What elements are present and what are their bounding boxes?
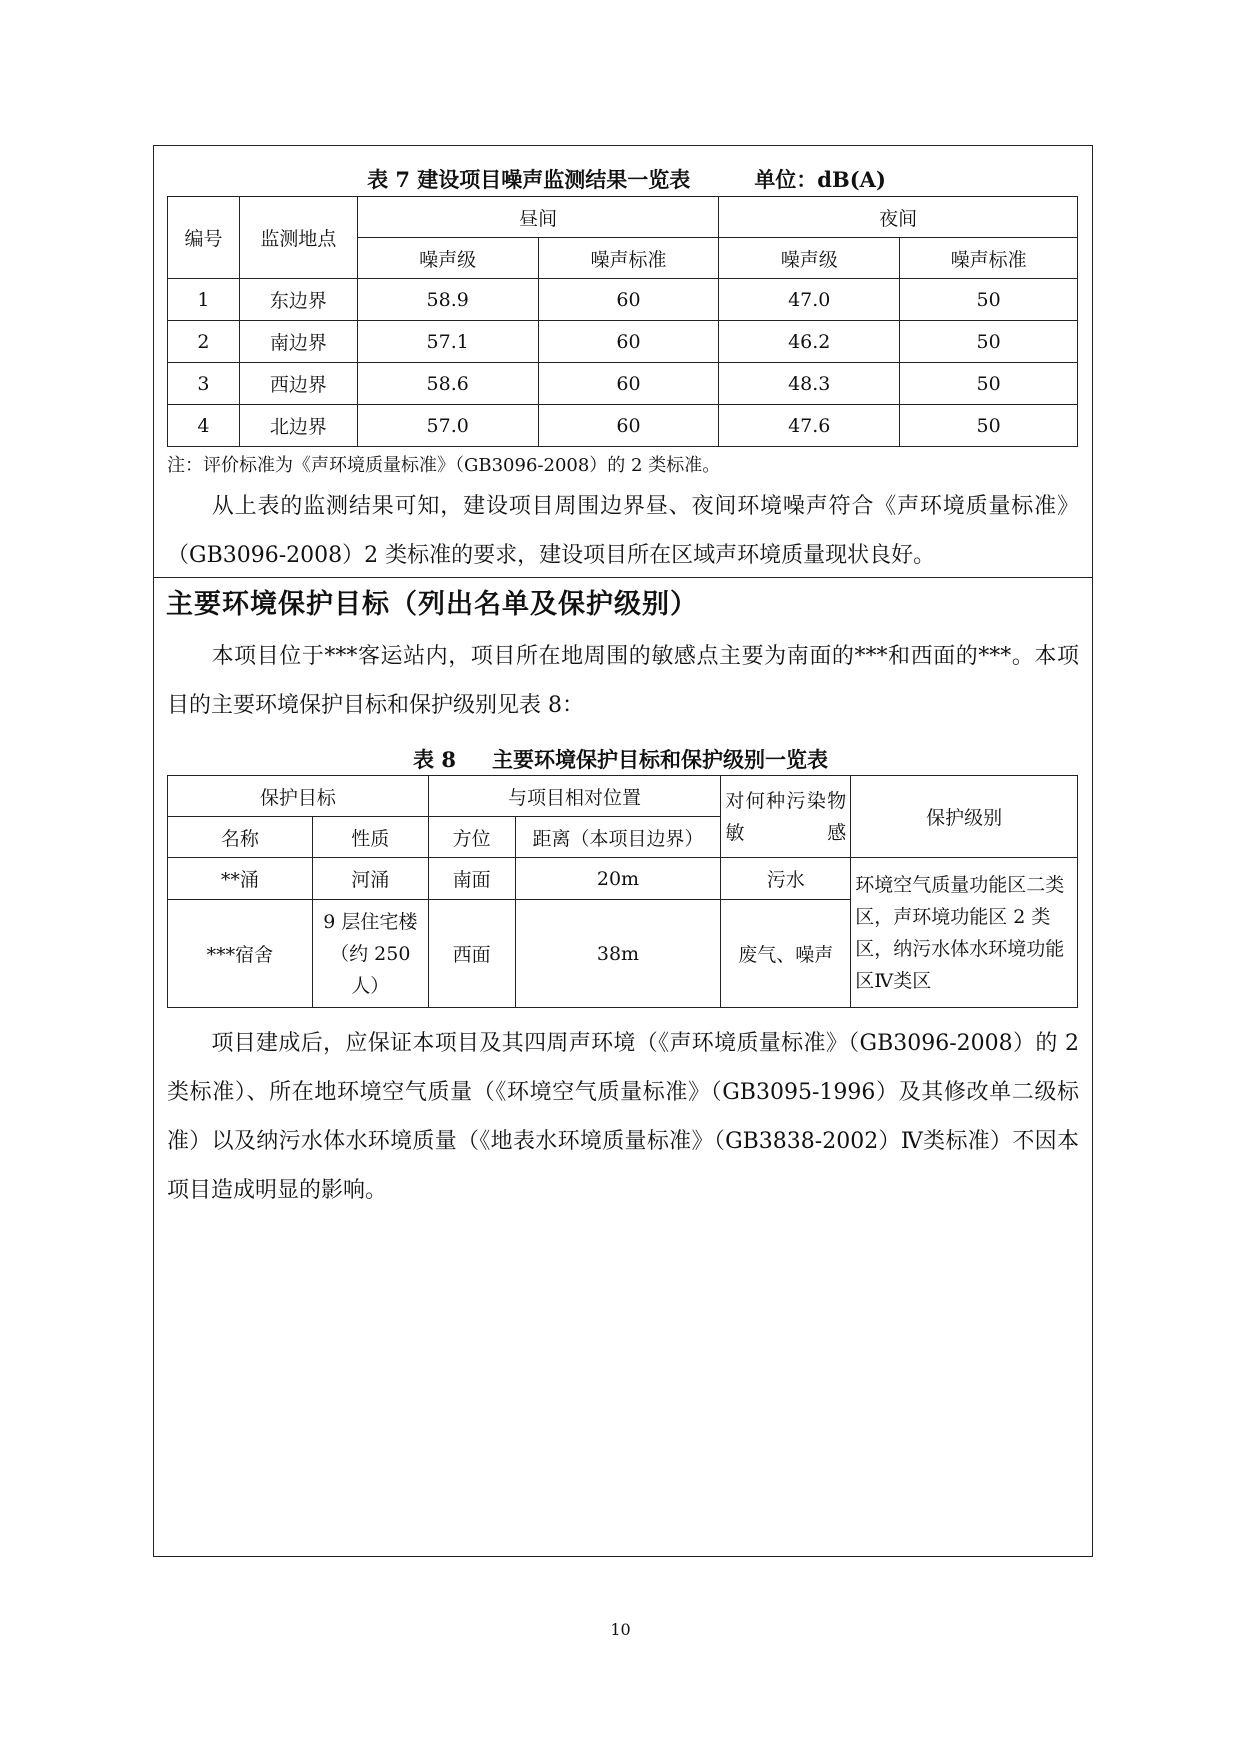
header-direction: 方位 <box>428 817 515 858</box>
cell-sensitivity: 污水 <box>721 858 851 900</box>
table-row <box>168 363 1078 405</box>
protection-requirement-paragraph <box>167 1019 1079 1215</box>
cell-name: **涌 <box>168 858 313 900</box>
cell-night-level: 47.6 <box>719 405 900 447</box>
cell-night-level: 46.2 <box>719 321 900 363</box>
header-day-level: 噪声级 <box>357 238 538 279</box>
header-relative-position: 与项目相对位置 <box>428 776 721 817</box>
table7-caption <box>0 164 1241 194</box>
table7-unit: 单位：dB(A) <box>754 167 886 192</box>
header-distance: 距离（本项目边界） <box>515 817 721 858</box>
cell-no: 2 <box>168 321 240 363</box>
table-row <box>168 279 1078 321</box>
header-night-standard: 噪声标准 <box>900 238 1078 279</box>
header-protection-level: 保护级别 <box>851 776 1078 858</box>
cell-no: 1 <box>168 279 240 321</box>
cell-day-level: 58.9 <box>357 279 538 321</box>
cell-night-level: 48.3 <box>719 363 900 405</box>
cell-day-standard: 60 <box>538 321 719 363</box>
cell-day-level: 57.1 <box>357 321 538 363</box>
cell-location: 西边界 <box>239 363 357 405</box>
cell-nature: 9 层住宅楼（约 250 人） <box>312 900 428 1008</box>
cell-location: 东边界 <box>239 279 357 321</box>
cell-night-standard: 50 <box>900 321 1078 363</box>
header-no: 编号 <box>168 197 240 279</box>
header-name: 名称 <box>168 817 313 858</box>
cell-day-standard: 60 <box>538 363 719 405</box>
header-sensitivity: 对何种污染物敏感 <box>721 776 851 858</box>
cell-protection-level: 环境空气质量功能区二类区，声环境功能区 2 类区，纳污水体水环境功能区Ⅳ类区 <box>851 858 1078 1008</box>
header-nature: 性质 <box>312 817 428 858</box>
cell-day-level: 57.0 <box>357 405 538 447</box>
table7-title: 表 7 建设项目噪声监测结果一览表 <box>367 167 691 192</box>
protection-targets-table <box>167 775 1078 1008</box>
table-row <box>168 858 1078 900</box>
cell-no: 3 <box>168 363 240 405</box>
cell-night-standard: 50 <box>900 363 1078 405</box>
cell-day-standard: 60 <box>538 279 719 321</box>
cell-direction: 南面 <box>428 858 515 900</box>
header-location: 监测地点 <box>239 197 357 279</box>
monitoring-conclusion-paragraph <box>167 482 1079 580</box>
noise-monitoring-table <box>167 196 1078 447</box>
header-target: 保护目标 <box>168 776 429 817</box>
cell-no: 4 <box>168 405 240 447</box>
paragraph-text: 从上表的监测结果可知，建设项目周围边界昼、夜间环境噪声符合《声环境质量标准》（GB3096-2008）2 类标准的要求，建设项目所在区域声环境质量现状良好。 <box>167 494 1079 568</box>
cell-day-level: 58.6 <box>357 363 538 405</box>
table8-title: 主要环境保护目标和保护级别一览表 <box>491 747 828 772</box>
cell-distance: 38m <box>515 900 721 1008</box>
cell-direction: 西面 <box>428 900 515 1008</box>
cell-distance: 20m <box>515 858 721 900</box>
paragraph-text: 本项目位于***客运站内，项目所在地周围的敏感点主要为南面的***和西面的***。本项目的主要环境保护目标和保护级别见表 8： <box>167 644 1079 718</box>
cell-day-standard: 60 <box>538 405 719 447</box>
section-heading: 主要环境保护目标（列出名单及保护级别） <box>166 589 698 620</box>
header-day-standard: 噪声标准 <box>538 238 719 279</box>
header-day: 昼间 <box>357 197 719 238</box>
header-night: 夜间 <box>719 197 1078 238</box>
cell-nature: 河涌 <box>312 858 428 900</box>
table8-caption <box>0 744 1241 774</box>
paragraph-text: 项目建成后，应保证本项目及其四周声环境（《声环境质量标准》（GB3096-2008）的 2 类标准）、所在地环境空气质量（《环境空气质量标准》（GB3095-1996）及其修改单二级标准）以及纳污水体水环境质量（《地表水环境质量标准》（GB3838-2002）Ⅳ类标准）不因本项目造成明显的影响。 <box>167 1031 1079 1203</box>
page-number: 10 <box>610 1620 631 1639</box>
protection-intro-paragraph <box>167 632 1079 730</box>
table8-label: 表 8 <box>413 747 456 772</box>
cell-night-standard: 50 <box>900 279 1078 321</box>
header-night-level: 噪声级 <box>719 238 900 279</box>
cell-location: 北边界 <box>239 405 357 447</box>
cell-name: ***宿舍 <box>168 900 313 1008</box>
table7-note: 注：评价标准为《声环境质量标准》（GB3096-2008）的 2 类标准。 <box>167 455 721 476</box>
table-row <box>168 321 1078 363</box>
cell-sensitivity: 废气、噪声 <box>721 900 851 1008</box>
cell-location: 南边界 <box>239 321 357 363</box>
table-row <box>168 405 1078 447</box>
cell-night-level: 47.0 <box>719 279 900 321</box>
cell-night-standard: 50 <box>900 405 1078 447</box>
